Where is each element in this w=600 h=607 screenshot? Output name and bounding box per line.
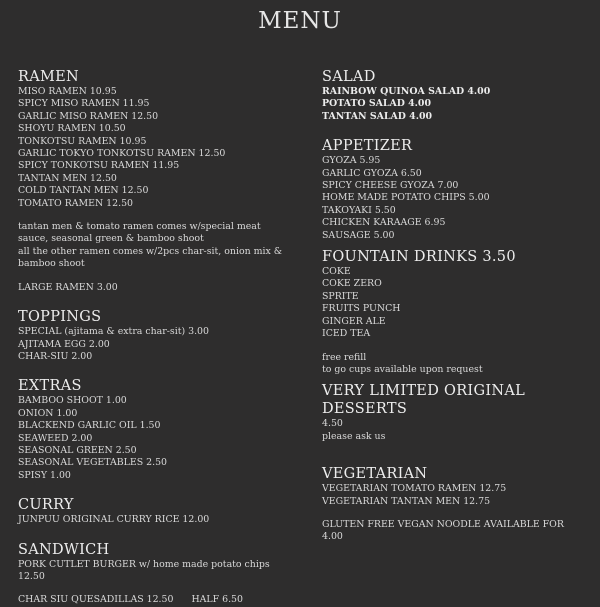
- section-title-salad: SALAD: [322, 69, 376, 85]
- menu-item: BAMBOO SHOOT 1.00: [18, 395, 127, 407]
- menu-item: FRUITS PUNCH: [322, 303, 401, 315]
- section-title-curry: CURRY: [18, 497, 74, 514]
- menu-item: GARLIC GYOZA 6.50: [322, 167, 422, 179]
- menu-item-price: 4.50: [322, 418, 343, 430]
- menu-item: SAUSAGE 5.00: [322, 229, 395, 241]
- menu-item: VEGETARIAN TOMATO RAMEN 12.75: [322, 483, 507, 495]
- menu-item: SPICY CHEESE GYOZA 7.00: [322, 180, 459, 192]
- vegetarian-note: GLUTEN FREE VEGAN NOODLE AVAILABLE FOR 4.00: [322, 518, 564, 543]
- menu-item: COKE ZERO: [322, 278, 382, 290]
- menu-item: TANTAN SALAD 4.00: [322, 110, 433, 122]
- menu-item: ONION 1.00: [18, 407, 78, 419]
- menu-item: COLD TANTAN MEN 12.50: [18, 185, 149, 197]
- ramen-note: tantan men & tomato ramen comes w/special meat sauce, seasonal green & bamboo shoot: [18, 221, 261, 245]
- menu-item: SEASONAL GREEN 2.50: [18, 444, 137, 456]
- menu-item: HOME MADE POTATO CHIPS 5.00: [322, 192, 490, 204]
- menu-item: SPECIAL (ajitama & extra char-sit) 3.00: [18, 326, 209, 338]
- page-title: MENU: [258, 8, 342, 34]
- menu-item: VEGETARIAN TANTAN MEN 12.75: [322, 495, 491, 507]
- section-title-sandwich: SANDWICH: [18, 541, 110, 558]
- menu-item: RAINBOW QUINOA SALAD 4.00: [322, 86, 491, 97]
- menu-item: TANTAN MEN 12.50: [18, 172, 117, 184]
- section-title-vegetarian: VEGETARIAN: [322, 466, 428, 483]
- ramen-note: all the other ramen comes w/2pcs char-sit, onion mix & bamboo shoot: [18, 245, 283, 270]
- menu-item: TOMATO RAMEN 12.50: [18, 197, 134, 209]
- menu-item: POTATO SALAD 4.00: [322, 98, 431, 110]
- menu-item: SEASONAL VEGETABLES 2.50: [18, 457, 168, 469]
- menu-item: LARGE RAMEN 3.00: [18, 281, 118, 293]
- section-title-desserts: VERY LIMITED ORIGINAL DESSERTS: [322, 383, 526, 418]
- menu-item: CHICKEN KARAAGE 6.95: [322, 217, 446, 229]
- menu-item: AJITAMA EGG 2.00: [18, 338, 110, 350]
- menu-item: CHAR-SIU 2.00: [18, 350, 93, 362]
- menu-item: TONKOTSU RAMEN 10.95: [18, 135, 147, 147]
- drinks-note: to go cups available upon request: [322, 363, 483, 375]
- menu-item: GARLIC MISO RAMEN 12.50: [18, 110, 159, 122]
- section-title-extras: EXTRAS: [18, 378, 82, 395]
- menu-item: SEAWEED 2.00: [18, 432, 93, 444]
- menu-item: SPRITE: [322, 290, 359, 302]
- menu-item: JUNPUU ORIGINAL CURRY RICE 12.00: [18, 514, 210, 526]
- menu-item: PORK CUTLET BURGER w/ home made potato chips: [18, 558, 270, 570]
- menu-item: COKE: [322, 266, 351, 278]
- right-column: [322, 68, 592, 544]
- drinks-note: free refill: [322, 351, 367, 363]
- menu-item: SPISY 1.00: [18, 469, 71, 481]
- section-title-appetizer: APPETIZER: [322, 138, 413, 155]
- menu-item-price: 12.50: [18, 570, 45, 582]
- section-title-ramen: RAMEN: [18, 69, 80, 85]
- menu-item: GARLIC TOKYO TONKOTSU RAMEN 12.50: [18, 148, 226, 160]
- section-title-toppings: TOPPINGS: [18, 309, 102, 326]
- menu-item: SHOYU RAMEN 10.50: [18, 123, 126, 135]
- menu-item-name: CHAR SIU QUESADILLAS 12.50: [18, 594, 174, 606]
- menu-item: GINGER ALE: [322, 315, 386, 327]
- menu-item: ICED TEA: [322, 328, 371, 340]
- menu-item: MISO RAMEN 10.95: [18, 86, 117, 97]
- menu-item: GYOZA 5.95: [322, 155, 381, 167]
- menu-item: BLACKEND GARLIC OIL 1.50: [18, 420, 161, 432]
- left-column: [18, 68, 308, 607]
- desserts-note: please ask us: [322, 430, 386, 442]
- menu-item: SPICY TONKOTSU RAMEN 11.95: [18, 160, 180, 172]
- section-title-drinks: FOUNTAIN DRINKS 3.50: [322, 249, 516, 266]
- menu-item: TAKOYAKI 5.50: [322, 204, 396, 216]
- menu-item: SPICY MISO RAMEN 11.95: [18, 98, 150, 110]
- menu-item-half-price: HALF 6.50: [191, 594, 243, 606]
